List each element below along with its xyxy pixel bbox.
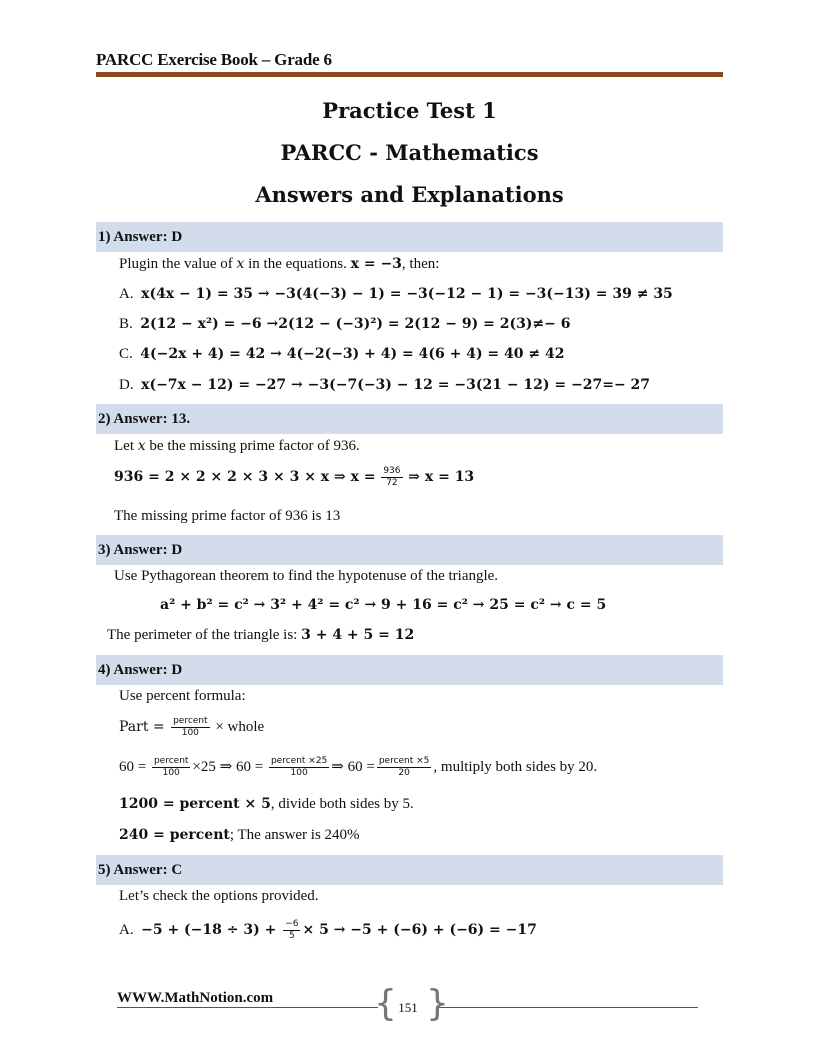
answer-bar-3: 3) Answer: D: [96, 535, 723, 565]
answer-bar-1: 1) Answer: D: [96, 222, 723, 252]
q3-perimeter-eq: 3 + 4 + 5 = 12: [301, 627, 415, 643]
q5-fraction: [283, 919, 300, 942]
q1-option-b: [119, 316, 571, 333]
option-expression: 2(12 − x²) = −6 →2(12 − (−3)²) = 2(12 − 9) = 2(3)≠− 6: [140, 316, 571, 332]
q5-expr-a: −5 + (−18 ÷ 3) +: [141, 921, 282, 938]
page-subtitle: PARCC - Mathematics: [280, 140, 539, 165]
q4-l4-eq: 240 = percent: [119, 827, 230, 843]
fraction-denominator: 5: [288, 931, 295, 941]
q2-equation: [114, 466, 474, 489]
q4-line-4: [119, 827, 360, 844]
q4-intro: Use percent formula:: [119, 688, 246, 704]
part-tail: × whole: [215, 718, 265, 735]
q4-solve-line: [119, 756, 597, 779]
q5-option-a: [119, 919, 537, 942]
fraction-denominator: 100: [290, 768, 308, 778]
header-rule: [96, 72, 723, 77]
q4-part-fraction: [171, 716, 209, 739]
fraction-numerator: −6: [285, 919, 299, 929]
part-label: Part =: [119, 718, 170, 735]
fraction-numerator: percent ×5: [378, 756, 430, 766]
q1-intro-var: x: [236, 256, 245, 272]
q4-l2-d: , multiply both sides by 20.: [433, 758, 598, 775]
fraction-denominator: 100: [181, 728, 199, 738]
q2-eq-right: ⇒ x = 13: [408, 468, 475, 485]
q4-l2-a: 60 =: [119, 758, 147, 775]
q2-intro-text: Let: [114, 438, 138, 454]
q3-equation: a² + b² = c² → 3² + 4² = c² → 9 + 16 = c² → 25 = c² → c = 5: [160, 597, 607, 613]
q4-l3-eq: 1200 = percent × 5: [119, 796, 271, 812]
footer-url: WWW.MathNotion.com: [117, 990, 274, 1006]
q1-intro-text2: in the equations.: [244, 256, 351, 272]
q4-l2-c: ⇒ 60 =: [331, 758, 375, 775]
answer-bar-2: 2) Answer: 13.: [96, 404, 723, 434]
option-letter: A.: [119, 286, 134, 302]
q2-fraction: [381, 466, 402, 489]
fraction-denominator: 20: [398, 768, 410, 778]
q4-fraction-1: [152, 756, 190, 779]
q1-intro-eq: x = −3: [350, 256, 402, 272]
option-letter: D.: [119, 377, 134, 393]
q1-intro-text3: , then:: [401, 256, 440, 272]
q1-intro-text: Plugin the value of: [119, 256, 237, 272]
q1-intro: [119, 256, 439, 273]
q3-perimeter: [107, 627, 414, 644]
fraction-numerator: percent ×25: [270, 756, 328, 766]
page-title: Practice Test 1: [322, 98, 497, 123]
option-letter: C.: [119, 346, 133, 362]
q4-l3-tail: , divide both sides by 5.: [270, 796, 414, 812]
q5-expr-b: × 5 → −5 + (−6) + (−6) = −17: [302, 921, 537, 938]
option-expression: 4(−2x + 4) = 42 → 4(−2(−3) + 4) = 4(6 + 4) = 40 ≠ 42: [140, 346, 565, 362]
page-number: 151: [398, 1000, 418, 1015]
answer-bar-4: 4) Answer: D: [96, 655, 723, 685]
fraction-numerator: percent: [153, 756, 189, 766]
fraction-denominator: 100: [162, 768, 180, 778]
q2-intro-text2: be the missing prime factor of 936.: [145, 438, 360, 454]
option-letter: A.: [119, 921, 134, 938]
option-expression: x(4x − 1) = 35 → −3(4(−3) − 1) = −3(−12 − 1) = −3(−13) = 39 ≠ 35: [141, 286, 673, 302]
q4-line-3: [119, 796, 414, 813]
section-title: Answers and Explanations: [255, 182, 564, 207]
q1-option-c: [119, 346, 564, 363]
fraction-numerator: percent: [173, 716, 208, 726]
q3-intro: Use Pythagorean theorem to find the hypotenuse of the triangle.: [114, 568, 499, 584]
q3-perimeter-text: The perimeter of the triangle is:: [107, 627, 302, 643]
q4-l4-tail: ; The answer is 240%: [229, 827, 360, 843]
q4-part-formula: [119, 716, 264, 739]
left-brace-icon: {: [374, 983, 397, 1024]
q2-conclusion: The missing prime factor of 936 is 13: [114, 508, 341, 524]
q2-intro-var: x: [137, 438, 146, 454]
q4-fraction-2: [269, 756, 329, 779]
fraction-denominator: 72: [386, 478, 398, 488]
fraction-numerator: 936: [383, 466, 401, 476]
right-brace-icon: }: [426, 983, 449, 1024]
q2-intro: [114, 438, 360, 455]
q1-option-d: [119, 377, 650, 394]
q4-l2-b: ×25 ⇒ 60 =: [192, 758, 264, 775]
q2-eq-left: 936 = 2 × 2 × 2 × 3 × 3 × x ⇒ x =: [114, 468, 376, 485]
book-header-title: PARCC Exercise Book – Grade 6: [96, 50, 332, 69]
q1-option-a: [119, 286, 673, 303]
q4-fraction-3: [377, 756, 432, 779]
option-expression: x(−7x − 12) = −27 → −3(−7(−3) − 12 = −3(21 − 12) = −27=− 27: [141, 377, 651, 393]
answer-bar-5: 5) Answer: C: [96, 855, 723, 885]
q5-intro: Let’s check the options provided.: [119, 888, 319, 904]
option-letter: B.: [119, 316, 133, 332]
